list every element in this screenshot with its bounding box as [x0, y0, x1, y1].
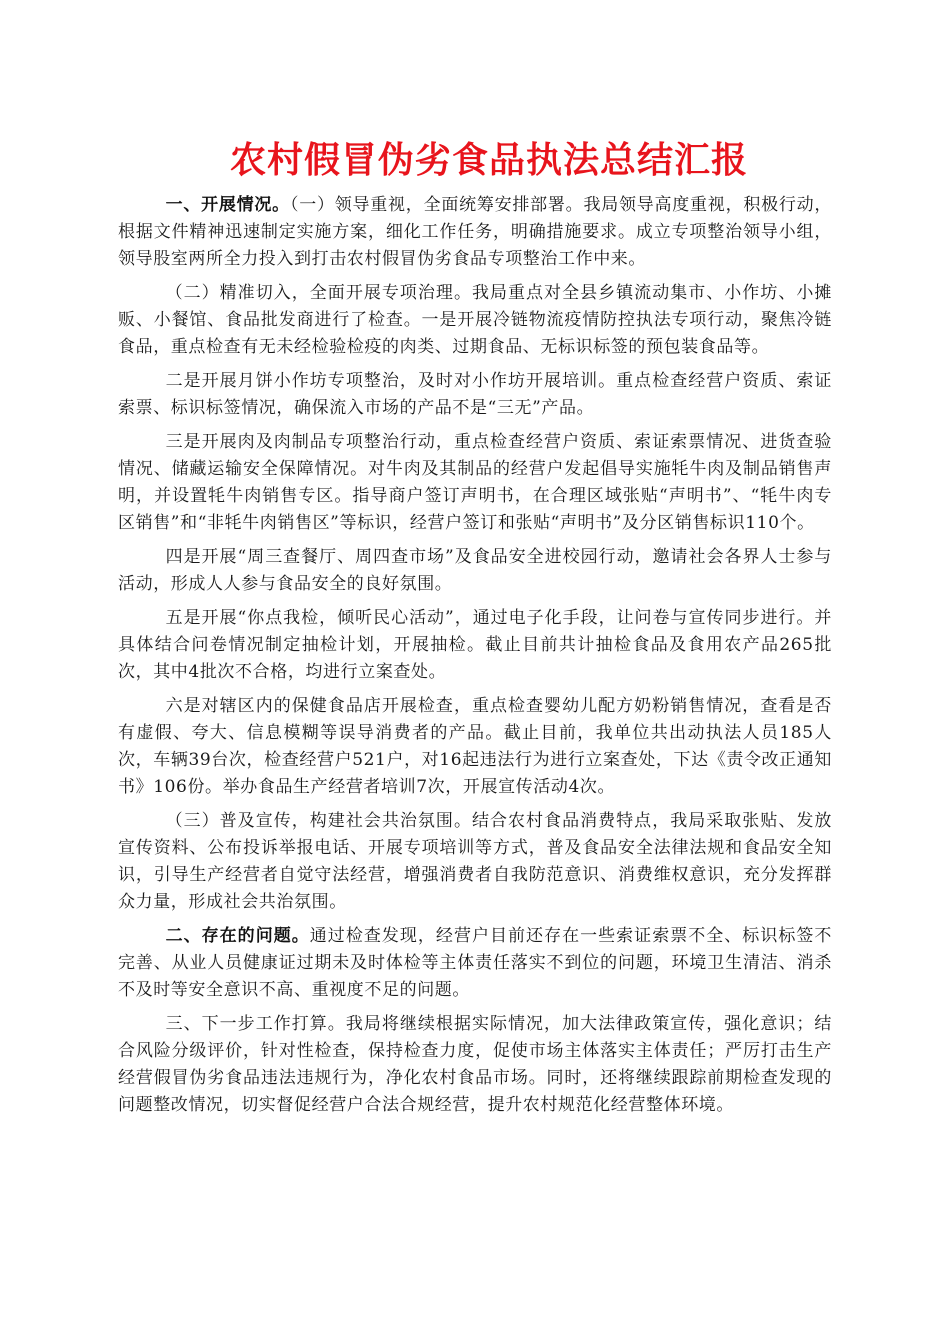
document-title: 农村假冒伪劣食品执法总结汇报	[229, 139, 748, 181]
paragraph-4-text: 三是开展肉及肉制品专项整治行动，重点检查经营户资质、索证索票情况、进货查验情况、储藏运输安全保障情况。对牛肉及其制品的经营户发起倡导实施牦牛肉及制品销售声明，并设置牦牛肉销售专区。指导商户签订声明书，在合理区域张贴“声明书”、“牦牛肉专区销售”和“非牦牛肉销售区”等标识，经营户签订和张贴“声明书”及分区销售标识110个。	[118, 432, 832, 533]
section-heading-2: 二、存在的问题。	[165, 926, 310, 946]
paragraph-7	[118, 693, 832, 801]
paragraph-4	[118, 429, 832, 537]
paragraph-1-text: （一）领导重视，全面统筹安排部署。我局领导高度重视，积极行动，根据文件精神迅速制定实施方案，细化工作任务，明确措施要求。成立专项整治领导小组，领导股室两所全力投入到打击农村假冒伪劣食品专项整治工作中来。	[118, 195, 832, 269]
paragraph-9-text: 通过检查发现，经营户目前还存在一些索证索票不全、标识标签不完善、从业人员健康证过期未及时体检等主体责任落实不到位的问题，环境卫生清洁、消杀不及时等安全意识不高、重视度不足的问题。	[118, 926, 832, 1000]
paragraph-2-text: （二）精准切入，全面开展专项治理。我局重点对全县乡镇流动集市、小作坊、小摊贩、小餐馆、食品批发商进行了检查。一是开展冷链物流疫情防控执法专项行动，聚焦冷链食品，重点检查有无未经检验检疫的肉类、过期食品、无标识标签的预包装食品等。	[118, 283, 832, 357]
paragraph-5-text: 四是开展“周三查餐厅、周四查市场”及食品安全进校园行动，邀请社会各界人士参与活动，形成人人参与食品安全的良好氛围。	[118, 547, 832, 594]
paragraph-6	[118, 605, 832, 686]
paragraph-6-text: 五是开展“你点我检，倾听民心活动”，通过电子化手段，让问卷与宣传同步进行。并具体结合问卷情况制定抽检计划，开展抽检。截止目前共计抽检食品及食用农产品265批次，其中4批次不合格，均进行立案查处。	[118, 608, 832, 682]
paragraph-8-text: （三）普及宣传，构建社会共治氛围。结合农村食品消费特点，我局采取张贴、发放宣传资料、公布投诉举报电话、开展专项培训等方式，普及食品安全法律法规和食品安全知识，引导生产经营者自觉守法经营，增强消费者自我防范意识、消费维权意识，充分发挥群众力量，形成社会共治氛围。	[118, 811, 832, 912]
paragraph-1	[118, 192, 832, 273]
paragraph-3-text: 二是开展月饼小作坊专项整治，及时对小作坊开展培训。重点检查经营户资质、索证索票、标识标签情况，确保流入市场的产品不是“三无”产品。	[118, 371, 832, 418]
document-page	[118, 128, 832, 1126]
paragraph-2	[118, 280, 832, 361]
paragraph-8	[118, 808, 832, 916]
paragraph-10	[118, 1011, 832, 1119]
paragraph-9	[118, 923, 832, 1004]
paragraph-10-text: 三、下一步工作打算。我局将继续根据实际情况，加大法律政策宣传，强化意识；结合风险分级评价，针对性检查，保持检查力度，促使市场主体落实主体责任；严厉打击生产经营假冒伪劣食品违法违规行为，净化农村食品市场。同时，还将继续跟踪前期检查发现的问题整改情况，切实督促经营户合法合规经营，提升农村规范化经营整体环境。	[118, 1014, 832, 1115]
paragraph-3	[118, 368, 832, 422]
section-heading-1: 一、开展情况。	[165, 195, 290, 215]
paragraph-7-text: 六是对辖区内的保健食品店开展检查，重点检查婴幼儿配方奶粉销售情况，查看是否有虚假、夸大、信息模糊等误导消费者的产品。截止目前，我单位共出动执法人员185人次，车辆39台次，检查经营户521户，对16起违法行为进行立案查处，下达《责令改正通知书》106份。举办食品生产经营者培训7次，开展宣传活动4次。	[118, 696, 832, 797]
paragraph-5	[118, 544, 832, 598]
